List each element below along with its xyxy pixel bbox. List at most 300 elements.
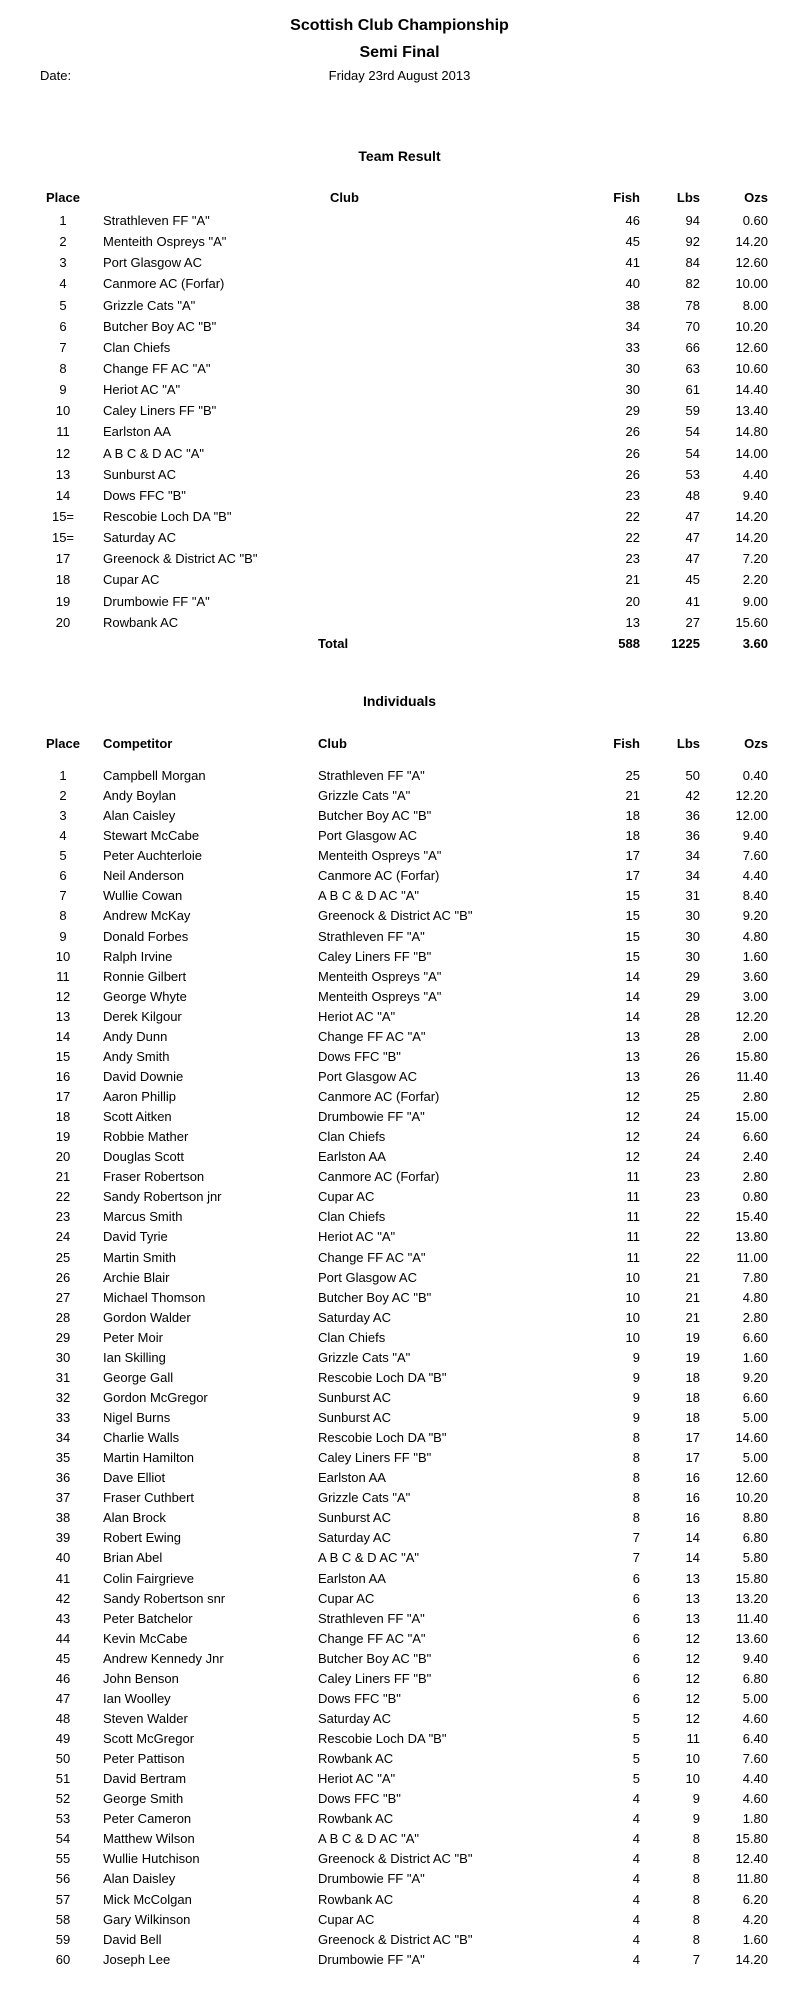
team-fish: 23	[625, 487, 640, 503]
ind-club: Rowbank AC	[318, 1811, 394, 1827]
team-place: 12	[55, 445, 71, 461]
ind-place: 37	[55, 1490, 71, 1506]
ind-ozs: 3.00	[742, 988, 768, 1004]
ind-ozs: 14.20	[735, 1951, 768, 1967]
ind-ozs: 2.80	[742, 1169, 768, 1185]
ind-lbs: 24	[685, 1129, 700, 1145]
table-row	[0, 1408, 799, 1428]
team-place: 15=	[51, 530, 75, 546]
ind-place: 39	[55, 1530, 71, 1546]
ind-club: A B C & D AC "A"	[318, 1831, 419, 1847]
ind-fish: 10	[625, 1289, 640, 1305]
table-row	[0, 1127, 799, 1147]
ind-competitor: Fraser Robertson	[103, 1169, 205, 1185]
ind-header-club: Club	[318, 736, 347, 751]
team-ozs: 15.60	[735, 614, 768, 630]
team-club: Cupar AC	[103, 572, 160, 588]
team-fish: 21	[625, 572, 640, 588]
ind-lbs: 18	[685, 1410, 700, 1425]
ind-lbs: 8	[692, 1911, 700, 1927]
team-place: 10	[55, 403, 71, 419]
ind-competitor: Ian Woolley	[103, 1690, 171, 1706]
ind-competitor: Martin Smith	[103, 1249, 176, 1265]
ind-competitor: Neil Anderson	[103, 868, 184, 884]
ind-ozs: 4.40	[742, 868, 768, 884]
table-row	[0, 1308, 799, 1328]
ind-ozs: 15.80	[735, 1570, 768, 1586]
ind-fish: 13	[625, 1068, 640, 1084]
ind-fish: 8	[632, 1450, 640, 1466]
team-ozs: 4.40	[742, 466, 768, 482]
ind-ozs: 9.40	[742, 1650, 768, 1666]
table-row	[0, 947, 799, 967]
team-place: 17	[55, 551, 71, 567]
team-header-row	[0, 186, 799, 210]
ind-lbs: 9	[692, 1791, 700, 1807]
table-row	[0, 1248, 799, 1268]
ind-competitor: Derek Kilgour	[103, 1008, 182, 1024]
ind-place: 28	[55, 1309, 71, 1325]
ind-fish: 8	[632, 1490, 640, 1506]
page-subtitle: Semi Final	[359, 44, 440, 61]
ind-fish: 6	[632, 1690, 640, 1706]
table-row	[0, 443, 799, 464]
ind-place: 4	[59, 828, 67, 844]
team-place: 3	[59, 255, 67, 271]
table-row	[0, 1368, 799, 1388]
ind-ozs: 7.80	[742, 1269, 768, 1285]
ind-place: 6	[59, 868, 67, 884]
ind-lbs: 26	[685, 1048, 700, 1064]
ind-place: 19	[55, 1129, 71, 1145]
team-ozs: 7.20	[742, 551, 768, 567]
team-rows	[0, 210, 799, 633]
ind-ozs: 6.60	[742, 1129, 768, 1145]
team-lbs: 47	[685, 530, 700, 546]
table-row	[0, 1769, 799, 1789]
ind-place: 22	[55, 1189, 71, 1205]
team-club: Greenock & District AC "B"	[103, 551, 258, 567]
table-row	[0, 485, 799, 506]
team-club: Grizzle Cats "A"	[103, 297, 196, 313]
team-ozs: 9.00	[742, 593, 768, 609]
ind-fish: 9	[632, 1389, 640, 1405]
team-header-club: Club	[330, 190, 359, 205]
team-ozs: 0.60	[742, 213, 768, 228]
ind-club: Sunburst AC	[318, 1510, 391, 1526]
ind-ozs: 6.80	[742, 1530, 768, 1546]
ind-club: Butcher Boy AC "B"	[318, 808, 432, 824]
ind-club: Caley Liners FF "B"	[318, 1670, 432, 1686]
ind-lbs: 16	[685, 1490, 700, 1506]
team-lbs: 78	[685, 297, 700, 313]
ind-fish: 5	[632, 1771, 640, 1787]
ind-place: 13	[55, 1008, 71, 1024]
table-row	[0, 1569, 799, 1589]
ind-ozs: 1.80	[742, 1811, 768, 1827]
team-header-ozs: Ozs	[744, 190, 768, 205]
ind-place: 38	[55, 1510, 71, 1526]
ind-ozs: 2.00	[742, 1028, 768, 1044]
ind-place: 52	[55, 1791, 71, 1807]
team-ozs: 10.20	[735, 318, 768, 334]
table-row	[0, 1930, 799, 1950]
ind-fish: 21	[625, 788, 640, 804]
ind-lbs: 12	[685, 1650, 700, 1666]
ind-lbs: 34	[685, 868, 700, 884]
team-club: Heriot AC "A"	[103, 382, 181, 398]
ind-competitor: Brian Abel	[103, 1550, 163, 1566]
ind-fish: 17	[625, 868, 640, 884]
ind-ozs: 4.60	[742, 1791, 768, 1807]
table-row	[0, 1227, 799, 1247]
date-value: Friday 23rd August 2013	[328, 68, 471, 83]
ind-club: Cupar AC	[318, 1590, 375, 1606]
ind-lbs: 17	[685, 1450, 700, 1466]
team-club: Butcher Boy AC "B"	[103, 318, 217, 334]
table-row	[0, 252, 799, 273]
team-header-place: Place	[46, 190, 80, 205]
ind-lbs: 19	[685, 1349, 700, 1365]
ind-place: 33	[55, 1410, 71, 1425]
ind-ozs: 9.20	[742, 908, 768, 924]
ind-place: 54	[55, 1831, 71, 1847]
ind-fish: 15	[625, 888, 640, 904]
ind-competitor: Kevin McCabe	[103, 1630, 188, 1646]
team-header-fish: Fish	[613, 190, 640, 205]
ind-club: Canmore AC (Forfar)	[318, 1089, 440, 1104]
ind-competitor: Joseph Lee	[103, 1951, 171, 1967]
ind-club: Greenock & District AC "B"	[318, 1851, 473, 1867]
ind-place: 25	[55, 1249, 71, 1265]
table-row	[0, 316, 799, 337]
ind-lbs: 29	[685, 988, 700, 1004]
ind-club: Dows FFC "B"	[318, 1690, 401, 1706]
ind-fish: 4	[632, 1791, 640, 1807]
ind-club: Menteith Ospreys "A"	[318, 968, 442, 984]
ind-ozs: 13.60	[735, 1630, 768, 1646]
table-row	[0, 464, 799, 485]
team-place: 13	[55, 466, 71, 482]
ind-ozs: 11.00	[736, 1249, 768, 1265]
ind-competitor: Alan Brock	[103, 1510, 166, 1526]
team-place: 2	[59, 234, 67, 250]
ind-lbs: 18	[685, 1389, 700, 1405]
table-row	[0, 295, 799, 316]
ind-ozs: 4.40	[742, 1771, 768, 1787]
ind-club: Saturday AC	[318, 1710, 391, 1726]
ind-lbs: 13	[685, 1590, 700, 1606]
team-total-ozs: 3.60	[742, 635, 768, 651]
ind-club: Menteith Ospreys "A"	[318, 988, 442, 1004]
ind-ozs: 12.20	[735, 1008, 768, 1024]
table-row	[0, 786, 799, 806]
table-row	[0, 1187, 799, 1207]
team-place: 5	[59, 297, 67, 313]
ind-lbs: 34	[685, 848, 700, 864]
table-row	[0, 1849, 799, 1869]
table-row	[0, 1488, 799, 1508]
ind-competitor: Scott Aitken	[103, 1109, 172, 1125]
table-row	[0, 1147, 799, 1167]
table-row	[0, 766, 799, 786]
ind-competitor: Gordon Walder	[103, 1309, 191, 1325]
ind-club: Rescobie Loch DA "B"	[318, 1369, 447, 1385]
ind-lbs: 30	[685, 948, 700, 964]
ind-lbs: 18	[685, 1369, 700, 1385]
table-row	[0, 1508, 799, 1528]
ind-ozs: 12.40	[735, 1851, 768, 1867]
ind-club: Change FF AC "A"	[318, 1028, 426, 1044]
ind-lbs: 23	[685, 1189, 700, 1205]
table-row	[0, 379, 799, 400]
ind-club: Caley Liners FF "B"	[318, 1450, 432, 1466]
ind-lbs: 28	[685, 1008, 700, 1024]
ind-club: Clan Chiefs	[318, 1329, 386, 1345]
table-row	[0, 1829, 799, 1849]
ind-ozs: 6.60	[742, 1329, 768, 1345]
ind-competitor: Mick McColgan	[103, 1891, 192, 1907]
ind-competitor: Peter Batchelor	[103, 1610, 193, 1626]
team-ozs: 10.00	[735, 276, 768, 292]
team-place: 18	[55, 572, 71, 588]
team-club: A B C & D AC "A"	[103, 445, 204, 461]
ind-fish: 12	[625, 1149, 640, 1165]
team-fish: 22	[625, 530, 640, 546]
team-ozs: 14.20	[735, 530, 768, 546]
ind-competitor: Andy Dunn	[103, 1028, 168, 1044]
team-ozs: 13.40	[735, 403, 768, 419]
ind-competitor: Sandy Robertson snr	[103, 1590, 226, 1606]
ind-competitor: Dave Elliot	[103, 1470, 166, 1486]
ind-fish: 12	[625, 1129, 640, 1145]
team-fish: 26	[625, 445, 640, 461]
ind-lbs: 11	[686, 1731, 700, 1746]
ind-club: Earlston AA	[318, 1570, 386, 1586]
ind-fish: 6	[632, 1630, 640, 1646]
team-club: Earlston AA	[103, 424, 171, 440]
individuals-table	[0, 732, 799, 1970]
team-place: 11	[56, 424, 70, 440]
ind-competitor: Alan Daisley	[103, 1871, 176, 1887]
ind-club: Change FF AC "A"	[318, 1249, 426, 1265]
team-ozs: 14.40	[735, 382, 768, 398]
table-row	[0, 1388, 799, 1408]
table-row	[0, 1950, 799, 1970]
ind-competitor: Ian Skilling	[103, 1349, 166, 1365]
table-row	[0, 421, 799, 442]
ind-fish: 6	[632, 1670, 640, 1686]
table-row	[0, 210, 799, 231]
ind-competitor: Robert Ewing	[103, 1530, 182, 1546]
table-row	[0, 1528, 799, 1548]
ind-club: Menteith Ospreys "A"	[318, 848, 442, 864]
team-place: 19	[55, 593, 71, 609]
ind-ozs: 1.60	[742, 1349, 768, 1365]
ind-fish: 12	[625, 1109, 640, 1125]
table-row	[0, 846, 799, 866]
ind-fish: 14	[625, 968, 640, 984]
ind-lbs: 10	[685, 1771, 700, 1787]
team-fish: 41	[625, 255, 640, 271]
ind-place: 1	[59, 768, 67, 783]
ind-ozs: 1.60	[742, 948, 768, 964]
ind-place: 44	[55, 1630, 71, 1646]
ind-competitor: Campbell Morgan	[103, 768, 206, 783]
ind-place: 57	[55, 1891, 71, 1907]
ind-fish: 9	[632, 1369, 640, 1385]
team-lbs: 54	[685, 424, 700, 440]
ind-lbs: 8	[692, 1871, 700, 1887]
ind-club: Rowbank AC	[318, 1891, 394, 1907]
ind-lbs: 16	[685, 1510, 700, 1526]
team-result-heading: Team Result	[358, 148, 441, 164]
ind-fish: 4	[632, 1951, 640, 1967]
ind-place: 34	[55, 1430, 71, 1446]
table-row	[0, 1689, 799, 1709]
ind-competitor: Scott McGregor	[103, 1731, 195, 1746]
ind-club: Cupar AC	[318, 1189, 375, 1205]
team-lbs: 47	[685, 508, 700, 524]
ind-lbs: 12	[685, 1690, 700, 1706]
ind-place: 2	[59, 788, 67, 804]
ind-place: 32	[55, 1389, 71, 1405]
table-row	[0, 1348, 799, 1368]
ind-fish: 11	[626, 1209, 640, 1225]
ind-place: 14	[55, 1028, 71, 1044]
table-row	[0, 1087, 799, 1107]
ind-club: Cupar AC	[318, 1911, 375, 1927]
ind-fish: 6	[632, 1570, 640, 1586]
ind-fish: 8	[632, 1470, 640, 1486]
ind-club: Strathleven FF "A"	[318, 1610, 425, 1626]
ind-lbs: 29	[685, 968, 700, 984]
ind-fish: 18	[625, 808, 640, 824]
ind-ozs: 12.60	[735, 1470, 768, 1486]
ind-place: 50	[55, 1751, 71, 1767]
ind-club: Heriot AC "A"	[318, 1008, 396, 1024]
ind-ozs: 4.60	[742, 1710, 768, 1726]
ind-ozs: 10.20	[735, 1490, 768, 1506]
table-row	[0, 569, 799, 590]
ind-ozs: 14.60	[735, 1430, 768, 1446]
ind-place: 58	[55, 1911, 71, 1927]
team-club: Dows FFC "B"	[103, 487, 186, 503]
ind-place: 7	[59, 888, 67, 904]
ind-club: Port Glasgow AC	[318, 828, 417, 844]
ind-fish: 6	[632, 1610, 640, 1626]
table-row	[0, 1548, 799, 1568]
ind-competitor: Wullie Hutchison	[103, 1851, 200, 1867]
team-club: Canmore AC (Forfar)	[103, 276, 225, 292]
ind-fish: 7	[632, 1530, 640, 1546]
team-lbs: 61	[685, 382, 700, 398]
ind-place: 27	[55, 1289, 71, 1305]
team-fish: 46	[625, 213, 640, 228]
team-total-label: Total	[318, 635, 349, 651]
ind-place: 9	[59, 928, 67, 944]
ind-fish: 8	[632, 1510, 640, 1526]
ind-competitor: Nigel Burns	[103, 1410, 171, 1425]
ind-fish: 4	[632, 1831, 640, 1847]
ind-lbs: 28	[685, 1028, 700, 1044]
ind-ozs: 8.40	[742, 888, 768, 904]
ind-competitor: David Bertram	[103, 1771, 187, 1787]
ind-club: Canmore AC (Forfar)	[318, 1169, 440, 1185]
ind-place: 10	[55, 948, 71, 964]
ind-club: Canmore AC (Forfar)	[318, 868, 440, 884]
ind-lbs: 22	[685, 1229, 700, 1245]
table-row	[0, 1589, 799, 1609]
ind-fish: 18	[625, 828, 640, 844]
ind-competitor: Andy Smith	[103, 1048, 170, 1064]
table-row	[0, 1067, 799, 1087]
ind-competitor: David Downie	[103, 1068, 184, 1084]
ind-fish: 17	[625, 848, 640, 864]
ind-place: 26	[55, 1269, 71, 1285]
ind-place: 35	[55, 1450, 71, 1466]
ind-fish: 6	[632, 1590, 640, 1606]
ind-ozs: 7.60	[742, 1751, 768, 1767]
ind-fish: 4	[632, 1931, 640, 1947]
team-club: Sunburst AC	[103, 466, 176, 482]
team-place: 20	[55, 614, 71, 630]
ind-fish: 15	[625, 908, 640, 924]
team-place: 9	[59, 382, 67, 398]
ind-lbs: 36	[685, 828, 700, 844]
ind-competitor: Ralph Irvine	[103, 948, 173, 964]
ind-fish: 14	[625, 1008, 640, 1024]
ind-fish: 11	[626, 1249, 640, 1265]
ind-fish: 5	[632, 1731, 640, 1746]
ind-header-fish: Fish	[613, 736, 640, 751]
ind-ozs: 0.80	[742, 1189, 768, 1205]
ind-fish: 25	[625, 768, 640, 783]
team-fish: 38	[625, 297, 640, 313]
ind-club: Clan Chiefs	[318, 1129, 386, 1145]
team-total-lbs: 1225	[671, 635, 700, 651]
team-club: Caley Liners FF "B"	[103, 403, 217, 419]
ind-competitor: Archie Blair	[103, 1269, 170, 1285]
ind-place: 16	[55, 1068, 71, 1084]
ind-lbs: 30	[685, 928, 700, 944]
team-place: 6	[59, 318, 67, 334]
ind-lbs: 31	[685, 888, 700, 904]
ind-ozs: 11.80	[736, 1871, 768, 1887]
table-row	[0, 906, 799, 926]
ind-club: Change FF AC "A"	[318, 1630, 426, 1646]
ind-competitor: David Bell	[103, 1931, 162, 1947]
table-row	[0, 1869, 799, 1889]
table-row	[0, 987, 799, 1007]
team-club: Clan Chiefs	[103, 339, 171, 355]
team-lbs: 47	[685, 551, 700, 567]
table-row	[0, 1428, 799, 1448]
ind-lbs: 16	[685, 1470, 700, 1486]
ind-ozs: 5.80	[742, 1550, 768, 1566]
table-row	[0, 1809, 799, 1829]
ind-lbs: 8	[692, 1851, 700, 1867]
ind-fish: 9	[632, 1410, 640, 1425]
ind-competitor: Andrew Kennedy Jnr	[103, 1650, 224, 1666]
ind-ozs: 9.40	[742, 828, 768, 844]
table-row	[0, 1609, 799, 1629]
ind-place: 18	[55, 1109, 71, 1125]
team-lbs: 27	[685, 614, 700, 630]
team-fish: 45	[625, 234, 640, 250]
ind-ozs: 0.40	[742, 768, 768, 783]
ind-lbs: 12	[685, 1630, 700, 1646]
